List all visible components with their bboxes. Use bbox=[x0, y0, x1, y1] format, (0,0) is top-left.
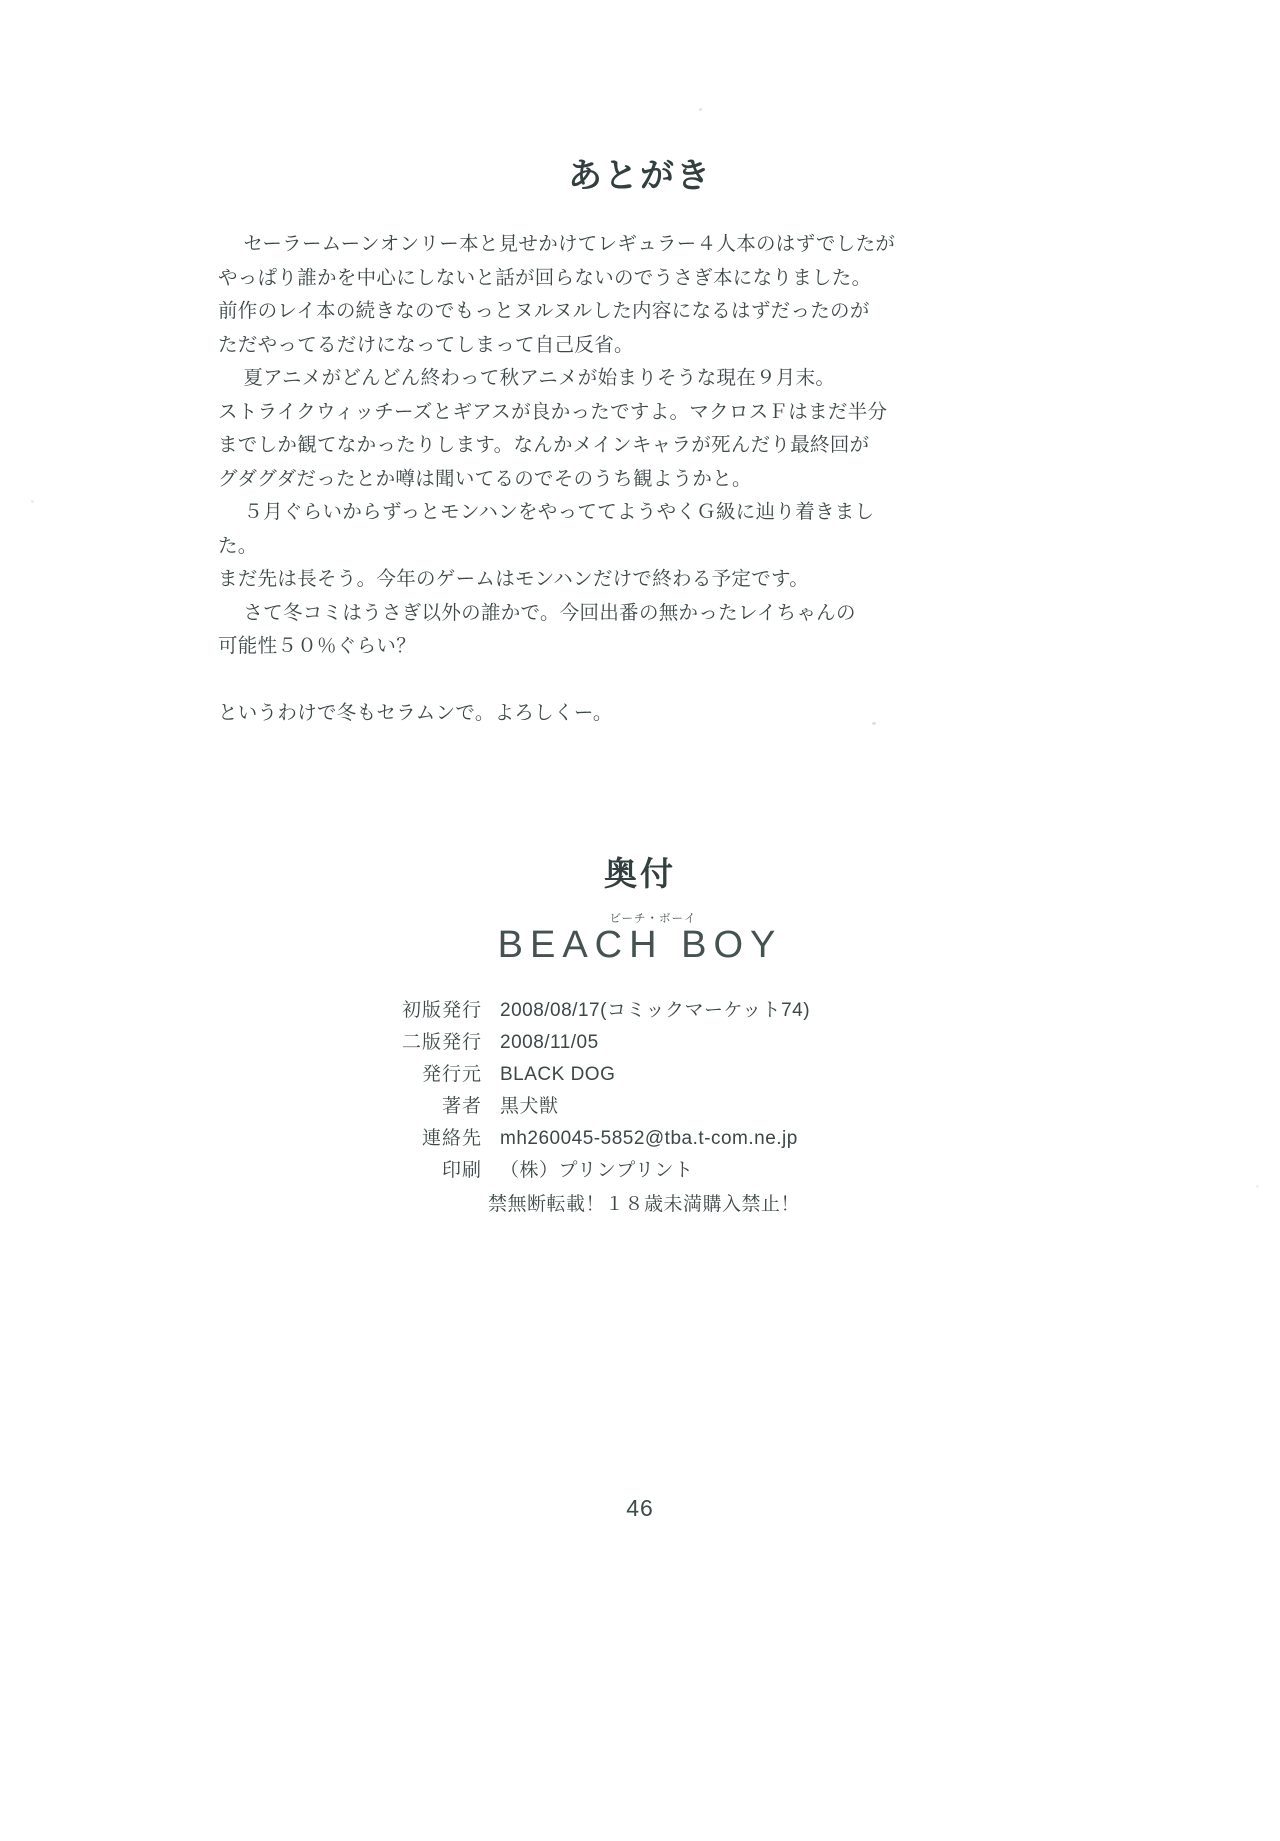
colophon-heading: 奥付 bbox=[604, 855, 676, 892]
imprint-value: BLACK DOG bbox=[500, 1064, 616, 1085]
afterword-line: ５月ぐらいからずっとモンハンをやっててようやくＧ級に辿り着きました。 bbox=[218, 501, 875, 557]
imprint-row bbox=[0, 1123, 1280, 1155]
imprint-label: 初版発行 bbox=[401, 1000, 482, 1021]
paragraph-spacer bbox=[218, 664, 908, 697]
afterword-line: というわけで冬もセラムンで。よろしくー。 bbox=[218, 701, 613, 724]
imprint-value: mh260045-5852@tba.t-com.ne.jp bbox=[500, 1128, 798, 1149]
afterword-line: 夏アニメがどんどん終わって秋アニメが始まりそうな現在９月末。 bbox=[243, 367, 836, 389]
afterword-line: ただやってるだけになってしまって自己反省。 bbox=[218, 333, 634, 356]
afterword-line: やっぱり誰かを中心にしないと話が回らないのでうさぎ本になりました。 bbox=[218, 266, 872, 289]
scan-speck bbox=[31, 500, 34, 503]
afterword-line: までしか観てなかったりします。なんかメインキャラが死んだり最終回が bbox=[218, 434, 870, 456]
afterword-line: 可能性５０％ぐらい？ bbox=[218, 635, 417, 657]
imprint-row bbox=[0, 1059, 1280, 1091]
imprint-row bbox=[0, 1091, 1280, 1123]
imprint-value: 黒犬獣 bbox=[500, 1096, 559, 1117]
book-title-text: BEACH BOY bbox=[497, 924, 783, 966]
imprint-table bbox=[0, 995, 1280, 1221]
afterword-line: グダグダだったとか噂は聞いてるのでそのうち観ようかと。 bbox=[218, 467, 752, 490]
imprint-label: 発行元 bbox=[421, 1064, 482, 1085]
afterword-body bbox=[218, 228, 908, 730]
imprint-label: 印刷 bbox=[441, 1160, 482, 1181]
imprint-value: 2008/11/05 bbox=[500, 1032, 599, 1053]
book-title-ruby: ビーチ・ボーイ bbox=[609, 913, 697, 925]
afterword-line: さて冬コミはうさぎ以外の誰かで。今回出番の無かったレイちゃんの bbox=[243, 601, 856, 624]
imprint-label: 二版発行 bbox=[401, 1032, 482, 1053]
imprint-label: 著者 bbox=[441, 1096, 482, 1117]
imprint-row bbox=[0, 995, 1280, 1027]
afterword-heading: あとがき bbox=[568, 157, 712, 195]
afterword-line: ストライクウィッチーズとギアスが良かったですよ。マクロスＦはまだ半分 bbox=[218, 400, 888, 423]
imprint-row bbox=[0, 1027, 1280, 1059]
imprint-notice: 禁無断転載！１８歳未満購入禁止！ bbox=[487, 1194, 800, 1215]
scan-speck bbox=[699, 108, 702, 111]
imprint-row bbox=[0, 1155, 1280, 1187]
page-number: 46 bbox=[626, 1495, 654, 1521]
imprint-value: 2008/08/17(コミックマーケット74) bbox=[500, 1000, 811, 1021]
imprint-value: （株）プリンプリント bbox=[500, 1160, 694, 1181]
afterword-line: セーラームーンオンリー本と見せかけてレギュラー４人本のはずでしたが bbox=[243, 233, 896, 255]
imprint-label: 連絡先 bbox=[421, 1128, 482, 1149]
book-title-logo bbox=[0, 910, 1280, 967]
afterword-line: 前作のレイ本の続きなのでもっとヌルヌルした内容になるはずだったのが bbox=[218, 300, 870, 322]
afterword-line: まだ先は長そう。今年のゲームはモンハンだけで終わる予定です。 bbox=[218, 568, 810, 590]
